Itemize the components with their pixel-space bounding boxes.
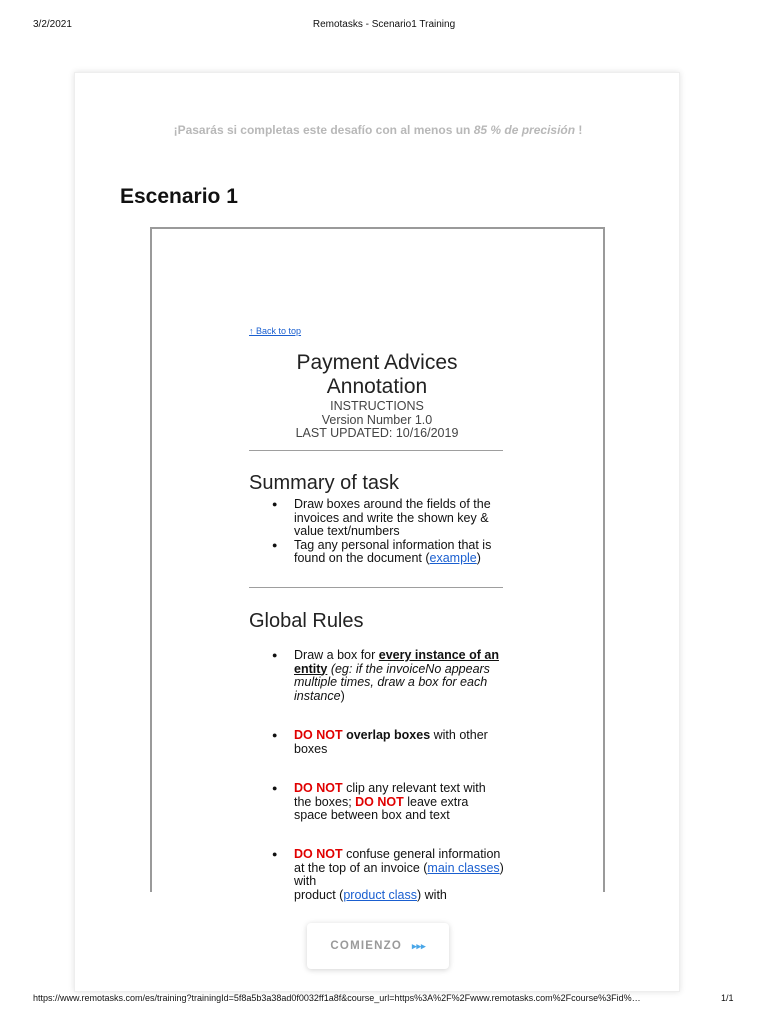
start-button[interactable]: [307, 923, 449, 969]
print-title: Remotasks - Scenario1 Training: [312, 19, 456, 30]
forward-arrows-icon: ▸▸▸: [412, 940, 426, 951]
list-item: ● Draw boxes around the fields of the invoices and write the shown key & value text/numbers: [249, 498, 505, 539]
list-item: ● Draw a box for every instance of an entity (eg: if the invoiceNo appears multiple times, draw a box for each instance): [249, 649, 505, 703]
instructions-document-frame[interactable]: [150, 227, 605, 902]
product-class-link[interactable]: product class: [343, 887, 417, 902]
global-rules-list: [249, 782, 505, 823]
list-item: ● DO NOT overlap boxes with other boxes: [249, 729, 505, 756]
training-card: [74, 72, 680, 992]
main-classes-link[interactable]: main classes: [427, 860, 500, 875]
global-rules-title: Global Rules: [249, 610, 364, 632]
last-updated: LAST UPDATED: 10/16/2019: [295, 426, 459, 440]
print-url: https://www.remotasks.com/es/training?trainingId=5f8a5b3a38ad0f0032ff1a8f&course_url=https%3A%2F%2Fwww.remotasks.com%2Fcourse%3Fid%…: [33, 993, 641, 1003]
divider: [249, 450, 503, 451]
document-heading: Payment Advices Annotation: [296, 351, 458, 398]
pass-requirement-note: ¡Pasarás si completas este desafío con al menos un 85 % de precisión !: [173, 123, 583, 137]
print-footer: [0, 993, 768, 1007]
print-header: [0, 19, 768, 33]
print-date: 3/2/2021: [33, 19, 72, 30]
global-rules-list: [249, 848, 505, 902]
scenario-title: Escenario 1: [120, 185, 238, 208]
list-item: ● DO NOT clip any relevant text with the boxes; DO NOT leave extra space between box and text: [249, 782, 505, 823]
list-item: ● Tag any personal information that is found on the document (example): [249, 539, 505, 566]
instructions-label: INSTRUCTIONS: [330, 399, 424, 413]
precision-threshold: 85 % de precisión: [473, 123, 576, 137]
example-link[interactable]: example: [429, 551, 477, 565]
print-page-number: 1/1: [721, 993, 734, 1003]
summary-list: [249, 498, 505, 566]
divider: [249, 587, 503, 588]
summary-title: Summary of task: [249, 472, 400, 494]
list-item: ● DO NOT confuse general information at the top of an invoice (main classes) with product (product class) with: [249, 848, 505, 902]
global-rules-list: [249, 729, 505, 756]
back-to-top-link[interactable]: ↑ Back to top: [249, 326, 302, 336]
start-button-label: COMIENZO: [330, 940, 402, 952]
document-meta: [249, 400, 505, 441]
global-rules-list: [249, 649, 505, 703]
version-number: Version Number 1.0: [321, 412, 433, 427]
